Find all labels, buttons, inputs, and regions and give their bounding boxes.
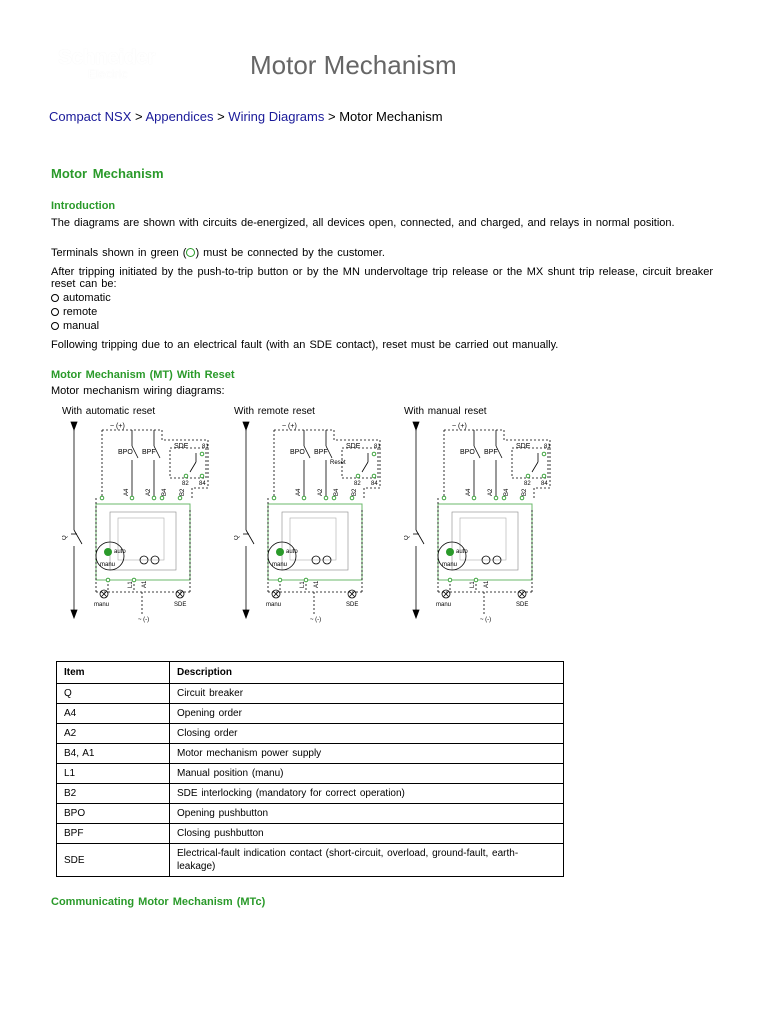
wiring-diagram-manual [404, 418, 554, 624]
svg-text:Q: Q [404, 535, 410, 540]
intro-paragraph-1: The diagrams are shown with circuits de-energized, all devices open, connected, and charged, and relays in normal position. [51, 217, 675, 229]
table-cell-description: Electrical-fault indication contact (short-circuit, overload, ground-fault, earth-leakage) [170, 844, 564, 877]
svg-text:A4: A4 [124, 488, 130, 496]
list-item [51, 306, 97, 318]
svg-text:84: 84 [541, 481, 548, 487]
logo-line1: Schneider [58, 46, 156, 69]
svg-text:Reset: Reset [330, 460, 346, 466]
svg-text:81: 81 [374, 444, 381, 450]
bullet-icon [51, 294, 59, 302]
breadcrumb-separator: > [135, 109, 143, 124]
svg-text:SDE: SDE [174, 602, 187, 608]
breadcrumb-separator: > [217, 109, 225, 124]
table-cell-item: B2 [57, 784, 170, 804]
list-item-label: manual [63, 320, 100, 332]
table-cell-item: BPF [57, 824, 170, 844]
svg-text:~ (-): ~ (-) [138, 617, 150, 623]
bullet-icon [51, 322, 59, 330]
table-header-item: Item [57, 662, 170, 684]
svg-text:~ (-): ~ (-) [480, 617, 492, 623]
table-cell-item: B4, A1 [57, 744, 170, 764]
svg-text:A2: A2 [488, 488, 494, 496]
table-row [57, 824, 564, 844]
svg-text:SDE: SDE [346, 443, 361, 450]
mt-section-subtitle: Motor mechanism wiring diagrams: [51, 385, 225, 397]
breadcrumb-link-appendices[interactable]: Appendices [145, 109, 214, 124]
svg-text:A2: A2 [146, 488, 152, 496]
svg-text:BPF: BPF [142, 449, 156, 456]
svg-text:B4: B4 [162, 488, 168, 496]
intro-paragraph-3: After tripping initiated by the push-to-trip button or by the MN undervoltage trip release or the MX shunt trip release, circuit breaker reset can be: [51, 266, 713, 290]
schneider-logo [58, 46, 170, 84]
svg-text:~ (+): ~ (+) [452, 423, 467, 430]
list-item [51, 320, 99, 332]
table-row [57, 784, 564, 804]
svg-text:BPO: BPO [118, 449, 133, 456]
breadcrumb-link-compact-nsx[interactable]: Compact NSX [49, 109, 132, 124]
page-title: Motor Mechanism [51, 166, 164, 181]
breadcrumb-link-wiring-diagrams[interactable]: Wiring Diagrams [228, 109, 325, 124]
intro-paragraph-2 [51, 247, 713, 259]
intro-paragraph-2-end: ) must be connected by the customer. [195, 247, 385, 259]
svg-text:82: 82 [524, 481, 531, 487]
table-row [57, 724, 564, 744]
table-cell-item: L1 [57, 764, 170, 784]
logo-line2: Electric [88, 67, 128, 81]
diagram-caption-automatic: With automatic reset [62, 406, 156, 417]
svg-text:A4: A4 [296, 488, 302, 496]
svg-text:L1: L1 [128, 581, 134, 588]
table-row [57, 764, 564, 784]
table-cell-item: BPO [57, 804, 170, 824]
svg-text:B4: B4 [334, 488, 340, 496]
svg-text:Q: Q [234, 535, 240, 540]
svg-text:A1: A1 [484, 580, 490, 588]
table-header-row [57, 662, 564, 684]
svg-text:84: 84 [371, 481, 378, 487]
svg-text:~ (-): ~ (-) [310, 617, 322, 623]
svg-text:~ (+): ~ (+) [282, 423, 297, 430]
svg-text:manu: manu [272, 562, 288, 568]
svg-text:B2: B2 [180, 488, 186, 496]
list-item [51, 292, 111, 304]
table-cell-item: A4 [57, 704, 170, 724]
svg-text:L1: L1 [470, 581, 476, 588]
svg-text:B2: B2 [352, 488, 358, 496]
svg-text:manu: manu [436, 602, 452, 608]
svg-text:A1: A1 [314, 580, 320, 588]
breadcrumb [49, 109, 443, 124]
table-cell-item: SDE [57, 844, 170, 877]
table-cell-description: Motor mechanism power supply [170, 744, 564, 764]
svg-text:A1: A1 [142, 580, 148, 588]
mtc-section-heading: Communicating Motor Mechanism (MTc) [51, 896, 266, 908]
table-row [57, 744, 564, 764]
legend-table [56, 661, 564, 877]
svg-text:A4: A4 [466, 488, 472, 496]
svg-text:SDE: SDE [346, 602, 359, 608]
table-row [57, 844, 564, 877]
svg-text:auto: auto [456, 549, 468, 555]
svg-text:BPO: BPO [460, 449, 475, 456]
diagram-caption-remote: With remote reset [234, 406, 315, 417]
svg-text:auto: auto [286, 549, 298, 555]
table-cell-description: Circuit breaker [170, 684, 564, 704]
svg-text:~ (+): ~ (+) [110, 423, 125, 430]
svg-text:SDE: SDE [174, 443, 189, 450]
svg-text:BPO: BPO [290, 449, 305, 456]
table-cell-item: A2 [57, 724, 170, 744]
svg-text:81: 81 [202, 444, 209, 450]
svg-text:auto: auto [114, 549, 126, 555]
svg-text:81: 81 [544, 444, 551, 450]
diagram-caption-manual: With manual reset [404, 406, 487, 417]
svg-text:BPF: BPF [314, 449, 328, 456]
breadcrumb-separator: > [328, 109, 336, 124]
header-title: Motor Mechanism [250, 50, 457, 80]
svg-text:manu: manu [266, 602, 282, 608]
wiring-diagram-automatic [62, 418, 212, 624]
breadcrumb-current: Motor Mechanism [339, 109, 443, 124]
svg-text:Q: Q [62, 535, 68, 540]
svg-text:82: 82 [182, 481, 189, 487]
svg-text:BPF: BPF [484, 449, 498, 456]
table-cell-description: Closing order [170, 724, 564, 744]
mt-section-heading: Motor Mechanism (MT) With Reset [51, 369, 235, 381]
svg-text:B4: B4 [504, 488, 510, 496]
intro-paragraph-2-start: Terminals shown in green ( [51, 247, 187, 259]
table-cell-item: Q [57, 684, 170, 704]
svg-text:manu: manu [94, 602, 110, 608]
list-item-label: remote [63, 306, 98, 318]
table-cell-description: SDE interlocking (mandatory for correct operation) [170, 784, 564, 804]
table-row [57, 684, 564, 704]
table-cell-description: Opening pushbutton [170, 804, 564, 824]
table-row [57, 704, 564, 724]
intro-paragraph-4: Following tripping due to an electrical fault (with an SDE contact), reset must be carried out manually. [51, 339, 559, 351]
intro-heading: Introduction [51, 200, 116, 212]
svg-text:B2: B2 [522, 488, 528, 496]
svg-text:manu: manu [442, 562, 458, 568]
wiring-diagram-remote [234, 418, 384, 624]
svg-text:A2: A2 [318, 488, 324, 496]
bullet-icon [51, 308, 59, 316]
svg-text:L1: L1 [300, 581, 306, 588]
table-cell-description: Manual position (manu) [170, 764, 564, 784]
svg-text:manu: manu [100, 562, 116, 568]
svg-text:82: 82 [354, 481, 361, 487]
svg-text:84: 84 [199, 481, 206, 487]
table-header-description: Description [170, 662, 564, 684]
svg-text:SDE: SDE [516, 602, 529, 608]
table-cell-description: Opening order [170, 704, 564, 724]
list-item-label: automatic [63, 292, 111, 304]
reset-switch [330, 460, 346, 466]
table-cell-description: Closing pushbutton [170, 824, 564, 844]
svg-text:SDE: SDE [516, 443, 531, 450]
table-row [57, 804, 564, 824]
